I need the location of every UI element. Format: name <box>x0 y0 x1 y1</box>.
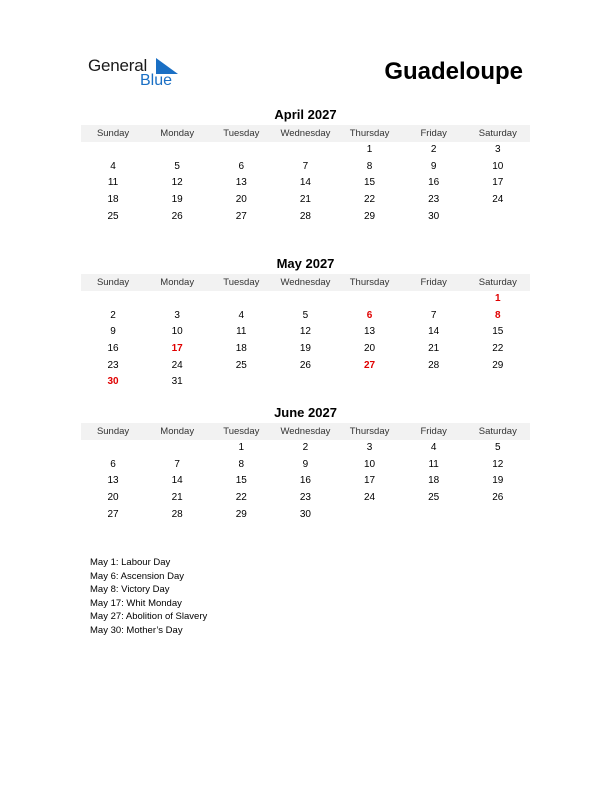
empty-day-cell <box>209 291 273 308</box>
day-cell: 2 <box>110 309 116 321</box>
day-cell: 4 <box>110 160 116 172</box>
day-cell: 19 <box>492 475 504 487</box>
weekday-label: Friday <box>420 128 447 139</box>
empty-day-cell <box>273 291 337 308</box>
month-title: May 2027 <box>276 256 335 271</box>
day-cell: 18 <box>107 194 119 206</box>
day-cell: 10 <box>492 160 504 172</box>
holiday-day-cell: 1 <box>495 293 501 304</box>
week-row <box>81 341 530 358</box>
day-cell: 7 <box>430 309 437 321</box>
day-cell: 2 <box>302 442 309 453</box>
day-cell: 23 <box>299 492 311 504</box>
weekday-label: Sunday <box>96 128 130 139</box>
day-cell: 6 <box>110 458 116 470</box>
day-cell: 5 <box>495 442 501 453</box>
weekday-label: Monday <box>160 128 195 139</box>
day-cell: 18 <box>428 475 440 487</box>
day-cell: 11 <box>236 326 247 338</box>
holiday-day-cell: 30 <box>107 376 119 388</box>
weekday-label: Thursday <box>349 277 390 288</box>
day-cell: 12 <box>299 326 311 338</box>
empty-day-cell <box>145 440 209 457</box>
weekday-label: Saturday <box>478 426 517 437</box>
day-cell: 7 <box>302 160 309 172</box>
day-cell: 19 <box>299 343 311 355</box>
day-cell: 14 <box>428 326 440 338</box>
day-cell: 15 <box>492 326 504 338</box>
weekday-label: Wednesday <box>280 128 331 139</box>
empty-day-cell <box>466 374 530 391</box>
week-row <box>81 507 530 524</box>
weekday-label: Wednesday <box>280 277 331 288</box>
day-cell: 5 <box>174 160 180 172</box>
month-title: June 2027 <box>274 405 337 420</box>
holiday-day-cell: 8 <box>495 309 501 321</box>
general-blue-logo <box>88 56 188 92</box>
week-row <box>81 192 530 209</box>
weekday-label: Saturday <box>478 128 517 139</box>
day-cell: 7 <box>174 458 180 470</box>
day-cell: 21 <box>171 492 183 504</box>
week-row <box>81 175 530 192</box>
day-cell: 3 <box>174 309 180 321</box>
day-cell: 13 <box>235 177 247 189</box>
empty-day-cell <box>81 291 145 308</box>
day-cell: 10 <box>364 458 376 470</box>
holiday-list-item: May 6: Ascension Day <box>90 570 184 582</box>
holiday-list-item: May 17: Whit Monday <box>90 597 182 609</box>
day-cell: 8 <box>366 160 373 172</box>
day-cell: 27 <box>107 508 119 520</box>
weekday-label: Sunday <box>96 426 130 437</box>
empty-day-cell <box>81 142 145 159</box>
holiday-day-cell: 27 <box>364 359 376 371</box>
holiday-list-item: May 30: Mother’s Day <box>90 624 183 636</box>
day-cell: 28 <box>299 210 311 222</box>
day-cell: 9 <box>110 326 116 338</box>
day-cell: 31 <box>171 376 183 388</box>
week-row <box>81 291 530 308</box>
empty-day-cell <box>338 507 402 524</box>
month-block <box>81 107 530 225</box>
weekday-header-row <box>81 274 530 291</box>
day-cell: 26 <box>492 492 504 504</box>
week-row <box>81 490 530 507</box>
empty-day-cell <box>145 291 209 308</box>
weekday-label: Friday <box>420 277 447 288</box>
day-cell: 18 <box>235 343 247 355</box>
day-cell: 3 <box>495 144 501 155</box>
day-cell: 10 <box>171 326 183 338</box>
week-row <box>81 440 530 457</box>
holiday-list-item: May 1: Labour Day <box>90 557 171 568</box>
day-cell: 21 <box>299 194 311 206</box>
week-row <box>81 473 530 490</box>
empty-day-cell <box>466 209 530 226</box>
day-cell: 22 <box>235 492 247 504</box>
day-cell: 14 <box>299 177 311 189</box>
weekday-header-row <box>81 125 530 142</box>
empty-day-cell <box>402 507 466 524</box>
day-cell: 1 <box>238 442 245 453</box>
day-cell: 25 <box>235 359 247 371</box>
day-cell: 25 <box>107 210 119 222</box>
day-cell: 29 <box>492 359 504 371</box>
day-cell: 2 <box>430 144 437 155</box>
day-cell: 4 <box>238 309 245 321</box>
day-cell: 25 <box>428 492 440 504</box>
day-cell: 26 <box>299 359 311 371</box>
day-cell: 19 <box>171 194 183 206</box>
day-cell: 28 <box>171 508 183 520</box>
holiday-day-cell: 17 <box>171 343 183 355</box>
empty-day-cell <box>81 440 145 457</box>
month-block <box>81 405 530 523</box>
empty-day-cell <box>145 142 209 159</box>
day-cell: 16 <box>428 177 440 189</box>
day-cell: 26 <box>171 210 183 222</box>
month-title: April 2027 <box>274 107 337 122</box>
day-cell: 28 <box>428 359 440 371</box>
week-row <box>81 142 530 159</box>
day-cell: 11 <box>428 458 439 470</box>
day-cell: 23 <box>107 359 119 371</box>
day-cell: 21 <box>428 343 440 355</box>
weekday-label: Monday <box>160 277 195 288</box>
day-cell: 20 <box>107 492 119 504</box>
empty-day-cell <box>273 142 337 159</box>
day-cell: 20 <box>235 194 247 206</box>
weekday-label: Tuesday <box>223 128 260 139</box>
day-cell: 24 <box>171 359 183 371</box>
empty-day-cell <box>338 374 402 391</box>
day-cell: 8 <box>238 458 245 470</box>
empty-day-cell <box>402 291 466 308</box>
day-cell: 30 <box>428 210 440 222</box>
day-cell: 15 <box>235 475 247 487</box>
day-cell: 22 <box>364 194 376 206</box>
weekday-label: Sunday <box>96 277 130 288</box>
day-cell: 29 <box>364 210 376 222</box>
day-cell: 9 <box>430 160 437 172</box>
empty-day-cell <box>209 374 273 391</box>
day-cell: 16 <box>299 475 311 487</box>
weekday-label: Saturday <box>478 277 517 288</box>
day-cell: 30 <box>299 508 311 520</box>
empty-day-cell <box>466 507 530 524</box>
empty-day-cell <box>209 142 273 159</box>
day-cell: 1 <box>366 144 373 155</box>
empty-day-cell <box>338 291 402 308</box>
day-cell: 15 <box>364 177 376 189</box>
day-cell: 23 <box>428 194 440 206</box>
week-row <box>81 308 530 325</box>
empty-day-cell <box>402 374 466 391</box>
day-cell: 14 <box>171 475 183 487</box>
day-cell: 17 <box>492 177 504 189</box>
day-cell: 20 <box>364 343 376 355</box>
holiday-list-item: May 8: Victory Day <box>90 584 170 596</box>
day-cell: 13 <box>107 475 119 487</box>
holiday-day-cell: 6 <box>366 309 373 321</box>
holiday-list-item: May 27: Abolition of Slavery <box>90 611 208 623</box>
weekday-label: Friday <box>420 426 447 437</box>
logo-blue-text: Blue <box>140 72 173 89</box>
empty-day-cell <box>273 374 337 391</box>
day-cell: 4 <box>430 442 437 453</box>
weekday-label: Wednesday <box>280 426 331 437</box>
week-row <box>81 209 530 226</box>
day-cell: 11 <box>107 177 119 189</box>
day-cell: 29 <box>235 508 247 520</box>
day-cell: 24 <box>364 492 376 504</box>
weekday-label: Tuesday <box>223 426 260 437</box>
day-cell: 22 <box>492 343 504 355</box>
week-row <box>81 358 530 375</box>
holiday-list <box>90 556 207 638</box>
week-row <box>81 324 530 341</box>
weekday-label: Thursday <box>349 128 390 139</box>
country-title: Guadeloupe <box>384 58 523 85</box>
month-block <box>81 256 530 391</box>
week-row <box>81 159 530 176</box>
weekday-header-row <box>81 423 530 440</box>
day-cell: 12 <box>171 177 183 189</box>
week-row <box>81 374 530 391</box>
day-cell: 16 <box>107 343 119 355</box>
day-cell: 3 <box>366 442 373 453</box>
weekday-label: Tuesday <box>223 277 260 288</box>
day-cell: 13 <box>364 326 376 338</box>
day-cell: 9 <box>302 458 309 470</box>
day-cell: 24 <box>492 194 504 206</box>
logo-general-text: General <box>88 56 148 75</box>
day-cell: 5 <box>302 309 309 321</box>
weekday-label: Monday <box>160 426 195 437</box>
day-cell: 12 <box>492 458 504 470</box>
day-cell: 27 <box>235 210 247 222</box>
day-cell: 6 <box>238 160 245 172</box>
week-row <box>81 457 530 474</box>
weekday-label: Thursday <box>349 426 390 437</box>
day-cell: 17 <box>364 475 376 487</box>
